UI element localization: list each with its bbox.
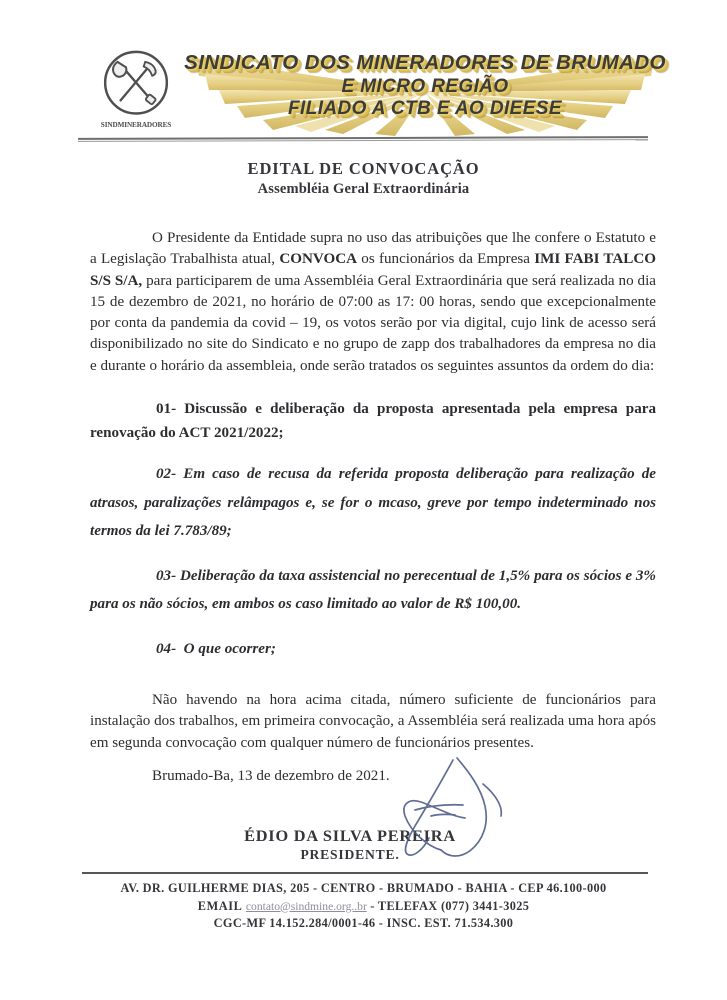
intro-paragraph	[90, 228, 656, 377]
agenda-item-number: 01-	[156, 401, 177, 418]
banner-line-3: FILIADO A CTB E AO DIEESE	[288, 98, 562, 120]
agenda-item-number: 03-	[156, 567, 177, 584]
agenda-item	[90, 460, 656, 546]
agenda-item-number: 02-	[156, 466, 177, 483]
email-label: EMAIL	[197, 898, 243, 913]
banner-text	[175, 40, 675, 119]
closing-paragraph: Não havendo na hora acima citada, número suficiente de funcionários para instalação dos trabalhos, em primeira convocação, a Assembléia será realizada uma hora após em segunda convocação com qualquer número de funcionários presentes.	[90, 692, 656, 751]
signer-name: ÉDIO DA SILVA PEREIRA	[244, 826, 456, 845]
agenda-item-number: 04-	[156, 640, 177, 657]
agenda-item-text: Em caso de recusa da referida proposta deliberação para realização de atrasos, paralizações relâmpagos e, se for o mcaso, greve por tempo indeterminado nos termos da lei 7.783/89;	[90, 466, 656, 540]
agenda-item	[90, 562, 656, 619]
intro-bold-company: IMI FABI TALCO S/S S/A,	[90, 251, 656, 289]
agenda-item-text: Deliberação da taxa assistencial no perecentual de 1,5% para os sócios e 3% para os não sócios, em ambos os caso limitado ao valor de R$ 100,00.	[90, 567, 656, 613]
agenda-list	[90, 397, 656, 663]
agenda-item-text: O que ocorrer;	[183, 640, 276, 657]
signer-info	[90, 826, 656, 863]
intro-part-3: para participarem de uma Assembléia Geral Extraordinária que será realizada no dia 15 de dezembro de 2021, no horário de 07:00 as 17: 00 horas, sendo que excepcionalmente por conta da pandemia da covid – 19, os votos serão por via digital, cujo link de acesso será disponibilizado no site do Sindicato e no grupo de zapp dos trabalhadores da empresa no dia e durante o horário da assembleia, onde serão tratados os seguintes assuntos da ordem do dia:	[90, 272, 656, 374]
place-and-date: Brumado-Ba, 13 de dezembro de 2021.	[152, 768, 390, 784]
title-subtitle: Assembléia Geral Extraordinária	[257, 181, 470, 197]
agenda-item	[90, 635, 656, 664]
page-title	[0, 159, 727, 198]
email-link[interactable]: contato@sindmine.org..br	[245, 899, 367, 913]
title-main: EDITAL DE CONVOCAÇÃO	[247, 159, 480, 178]
footer	[0, 880, 727, 933]
letterhead	[0, 40, 727, 145]
banner-line-2: E MICRO REGIÃO	[341, 75, 509, 97]
footer-registration: CGC-MF 14.152.284/0001-46 - INSC. EST. 71.534.300	[213, 916, 514, 930]
telefax-text: - TELEFAX (077) 3441-3025	[370, 898, 530, 913]
banner-line-1: SINDICATO DOS MINERADORES DE BRUMADO	[184, 51, 666, 74]
footer-address: AV. DR. GUILHERME DIAS, 205 - CENTRO - BRUMADO - BAHIA - CEP 46.100-000	[120, 881, 607, 895]
document-body	[90, 228, 656, 754]
footer-divider	[82, 872, 648, 876]
intro-part-1: O Presidente da Entidade supra no uso das atribuições que lhe confere o Estatuto e a Legislação Trabalhista atual,	[90, 230, 656, 268]
header-divider	[78, 137, 648, 142]
letterhead-banner	[175, 40, 675, 140]
logo-caption: SINDMINERADORES	[100, 121, 172, 129]
intro-part-2: os funcionários da Empresa	[357, 251, 535, 268]
agenda-item-text: Discussão e deliberação da proposta apresentada pela empresa para renovação do ACT 2021/2022;	[90, 401, 656, 442]
crossed-pickaxe-shovel-icon	[97, 48, 175, 122]
intro-bold-convoca: CONVOCA	[279, 251, 358, 268]
signer-role: PRESIDENTE.	[300, 847, 400, 862]
agenda-item	[90, 397, 656, 445]
signature-block	[90, 766, 656, 863]
footer-contact	[0, 898, 727, 916]
union-logo	[88, 48, 184, 140]
